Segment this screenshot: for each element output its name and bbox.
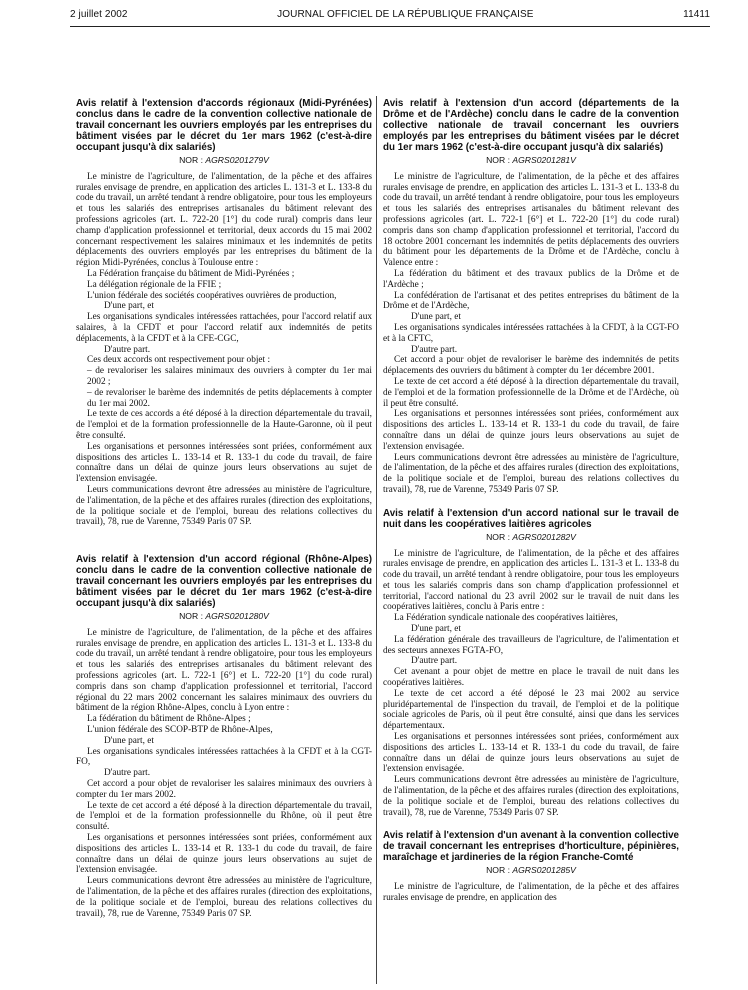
page-header [70, 9, 710, 25]
nor-code: AGRS0201280V [205, 611, 269, 622]
header-rule [70, 26, 710, 27]
article-paragraph: Les organisations et personnes intéressées sont priées, conformément aux dispositions des articles L. 133-14 et R. 133-1 du code du travail, de faire connaître dans un délai de quinze jours leurs observations au sujet de l'extension envisagée. [383, 732, 679, 775]
article-paragraph: Le ministre de l'agriculture, de l'alimentation, de la pêche et des affaires rurales envisage de prendre, en application des [383, 882, 679, 904]
header-journal-title: JOURNAL OFFICIEL DE LA RÉPUBLIQUE FRANÇAISE [277, 9, 534, 20]
article-paragraph: L'union fédérale des sociétés coopératives ouvrières de production, [87, 290, 337, 301]
nor-label: NOR : [486, 155, 510, 165]
article-paragraph: Cet accord a pour objet de revaloriser les salaires minimaux des ouvriers à compter du 1er mars 2002. [76, 779, 372, 800]
article-paragraph: D'une part, et [104, 735, 154, 746]
article-paragraph: Le texte de cet accord a été déposé à la direction départementale du travail, de l'emploi et de la formation professionnelle du Rhône, où il peut être consulté. [76, 800, 372, 833]
article-paragraph: Le ministre de l'agriculture, de l'alimentation, de la pêche et des affaires rurales envisage de prendre, en application des articles L. 131-3 et L. 133-8 du code du travail, un arrêté tendant à rendre obligatoire, pour tous les employeurs et tous les salariés des entreprises artisanales du bâtiment relevant des professions agricoles (art. L. 722-1 [6°] et L. 722-20 [1°] du code rural) compris dans son champ d'application professionnel et territorial, l'accord du 18 octobre 2001 concernant les indemnités de petits déplacements des ouvriers du bâtiment pour les départements de la Drôme et de l'Ardèche, conclu à Valence entre : [383, 171, 679, 269]
article-paragraph: Cet avenant a pour objet de mettre en place le travail de nuit dans les coopératives laitières. [383, 667, 679, 689]
article-gap [383, 818, 679, 830]
nor-code: AGRS0201282V [512, 531, 576, 542]
nor-code: AGRS0201279V [205, 155, 269, 165]
article-paragraph: D'une part, et [411, 624, 461, 635]
article-paragraph: Le texte de cet accord a été déposé le 23 mai 2002 au service pluridépartemental de l'inspection du travail, de l'emploi et de la politique sociale agricoles de Paris, où il peut être consulté, ainsi que dans les services départementaux. [383, 688, 679, 732]
article-paragraph: Le texte de cet accord a été déposé à la direction départementale du travail, de l'emploi et de la formation professionnelle de la Drôme et de l'Ardèche, où il peut être consulté. [383, 376, 679, 409]
article-paragraph: La confédération de l'artisanat et des petites entreprises du bâtiment de la Drôme et de l'Ardèche, [383, 290, 679, 312]
nor-label: NOR : [179, 611, 203, 622]
article-paragraph: La fédération générale des travailleurs de l'agriculture, de l'alimentation et des secteurs annexes FGTA-FO, [383, 634, 679, 656]
article-paragraph: Ces deux accords ont respectivement pour objet : [87, 355, 271, 366]
article-paragraph: Leurs communications devront être adressées au ministère de l'agriculture, de l'alimentation, de la pêche et des affaires rurales (direction des exploitations, de la politique sociale et de l'emploi, bureau des relations collectives du travail), 78, rue de Varenne, 75349 Paris 07 SP. [76, 484, 372, 528]
article-paragraph: Cet accord a pour objet de revaloriser le barème des indemnités de petits déplacements des ouvriers du bâtiment à compter du 1er décembre 2001. [383, 355, 679, 377]
nor-label: NOR : [486, 531, 510, 542]
nor-reference [76, 155, 372, 166]
nor-label: NOR : [486, 865, 510, 876]
article-paragraph: Le texte de ces accords a été déposé à la direction départementale du travail, de l'emploi et de la formation professionnelle de la Haute-Garonne, où il peut être consulté. [76, 409, 372, 441]
article-title: Avis relatif à l'extension d'un accord (départements de la Drôme et de l'Ardèche) conclu dans le cadre de la convention collective nationale de travail concernant les ouvriers employés par les entreprises du bâtiment visées par le décret du 1er mars 1962 (c'est-à-dire occupant jusqu'à dix salariés) [383, 98, 679, 153]
article-paragraph: D'autre part. [411, 656, 458, 667]
article-paragraph: Le ministre de l'agriculture, de l'alimentation, de la pêche et des affaires rurales envisage de prendre, en application des articles L. 131-3 et L. 133-8 du code du travail, un arrêté tendant à rendre obligatoire, pour tous les employeurs et tous les salariés compris dans son champ d'application professionnel et territorial, l'accord national du 23 avril 2002 sur le travail de nuit dans les coopératives laitières, conclu à Paris entre : [383, 548, 679, 613]
article-paragraph: D'une part, et [411, 312, 461, 323]
article-paragraph: Les organisations syndicales intéressées rattachées à la CFDT et à la CGT-FO, [76, 746, 372, 768]
nor-code: AGRS0201285V [512, 865, 576, 876]
article-paragraph: Les organisations syndicales intéressées rattachées à la CFDT, à la CGT-FO et à la CFTC, [383, 322, 679, 344]
nor-reference [76, 611, 372, 622]
article-gap [383, 496, 679, 508]
article-paragraph: – de revaloriser le barème des indemnités de petits déplacements à compter du 1er mai 2002. [87, 387, 372, 409]
article-paragraph: Leurs communications devront être adressées au ministère de l'agriculture, de l'alimentation, de la pêche et des affaires rurales (direction des exploitations, de la politique sociale et de l'emploi, bureau des relations collectives du travail), 78, rue de Varenne, 75349 Paris 07 SP. [383, 452, 679, 495]
article-paragraph: Leurs communications devront être adressées au ministère de l'agriculture, de l'alimentation, de la pêche et des affaires rurales (direction des exploitations, de la politique sociale et de l'emploi, bureau des relations collectives du travail), 78, rue de Varenne, 75349 Paris 07 SP. [76, 876, 372, 919]
article [383, 508, 679, 819]
article-paragraph: La Fédération syndicale nationale des coopératives laitières, [394, 613, 618, 624]
column-divider [376, 96, 377, 984]
article-paragraph: D'autre part. [104, 768, 151, 779]
article-title: Avis relatif à l'extension d'un accord régional (Rhône-Alpes) conclu dans le cadre de la convention collective nationale de travail concernant les ouvriers employés par les entreprises du bâtiment visées par le décret du 1er mars 1962 (c'est-à-dire occupant jusqu'à dix salariés) [76, 554, 372, 610]
nor-reference [383, 865, 679, 876]
article-paragraph: La fédération du bâtiment de Rhône-Alpes ; [87, 714, 251, 725]
header-date: 2 juillet 2002 [70, 9, 128, 20]
article-paragraph: – de revaloriser les salaires minimaux des ouvriers à compter du 1er mai 2002 ; [87, 366, 372, 387]
article-paragraph: Les organisations et personnes intéressées sont priées, conformément aux dispositions des articles L. 133-14 et R. 133-1 du code du travail, de faire connaître dans un délai de quinze jours leurs observations au sujet de l'extension envisagée. [76, 833, 372, 876]
article-paragraph: Leurs communications devront être adressées au ministère de l'agriculture, de l'alimentation, de la pêche et des affaires rurales (direction des exploitations, de la politique sociale et de l'emploi, bureau des relations collectives du travail), 78, rue de Varenne, 75349 Paris 07 SP. [383, 775, 679, 818]
article-paragraph: La Fédération française du bâtiment de Midi-Pyrénées ; [87, 268, 295, 279]
article-paragraph: D'autre part. [411, 344, 458, 355]
article-paragraph: La délégation régionale de la FFIE ; [87, 279, 222, 290]
article-title: Avis relatif à l'extension d'un accord national sur le travail de nuit dans les coopératives laitières agricoles [383, 507, 679, 530]
article-paragraph: La fédération du bâtiment et des travaux publics de la Drôme et de l'Ardèche ; [383, 268, 679, 290]
nor-code: AGRS0201281V [512, 155, 576, 165]
article-paragraph: Le ministre de l'agriculture, de l'alimentation, de la pêche et des affaires rurales envisage de prendre, en application des articles L. 131-3 et L. 133-8 du code du travail, un arrêté tendant à rendre obligatoire, pour tous les employeurs et tous les salariés des entreprises artisanales du bâtiment relevant des professions agricoles (art. L. 722-20 [1°] du code rural) compris dans leur champ d'application professionnel et territorial, deux accords du 15 mai 2002 concernant respectivement les salaires minimaux et les indemnités de petits déplacements des ouvriers employés par les entreprises du bâtiment de la région Midi-Pyrénées, conclus à Toulouse entre : [76, 171, 372, 269]
right-column [383, 98, 679, 904]
article [76, 554, 372, 919]
article-paragraph: L'union fédérale des SCOP-BTP de Rhône-Alpes, [87, 725, 273, 736]
article-paragraph: D'une part, et [104, 301, 154, 312]
header-page-number: 11411 [683, 9, 710, 20]
article-paragraph: Les organisations et personnes intéressées sont priées, conformément aux dispositions des articles L. 133-14 et R. 133-1 du code du travail, de faire connaître dans un délai de quinze jours leurs observations au sujet de l'extension envisagée. [383, 409, 679, 452]
article-paragraph: Les organisations et personnes intéressées sont priées, conformément aux dispositions des articles L. 133-14 et R. 133-1 du code du travail, de faire connaître dans un délai de quinze jours leurs observations au sujet de l'extension envisagée. [76, 441, 372, 485]
article-title: Avis relatif à l'extension d'un avenant à la convention collective de travail concernant les entreprises d'horticulture, pépinières, maraîchage et jardineries de la région Franche-Comté [383, 830, 679, 864]
nor-label: NOR : [179, 155, 203, 165]
article-title: Avis relatif à l'extension d'accords régionaux (Midi-Pyrénées) conclus dans le cadre de la convention collective nationale de travail concernant les ouvriers employés par les entreprises du bâtiment visées par le décret du 1er mars 1962 (c'est-à-dire occupant jusqu'à dix salariés) [76, 98, 372, 153]
article [383, 830, 679, 903]
nor-reference [383, 155, 679, 166]
article [76, 98, 372, 528]
article-paragraph: D'autre part. [104, 344, 151, 355]
article-paragraph: Le ministre de l'agriculture, de l'alimentation, de la pêche et des affaires rurales envisage de prendre, en application des articles L. 131-3 et L. 133-8 du code du travail, un arrêté tendant à rendre obligatoire, pour tous les employeurs et tous les salariés des entreprises artisanales du bâtiment relevant des professions agricoles (art. L. 722-1 [6°] et L. 722-20 [1°] du code rural) compris dans son champ d'application professionnel et territorial, l'accord régional du 22 mars 2002 concernant les salaires minimaux des ouvriers du bâtiment de la région Rhône-Alpes, conclu à Lyon entre : [76, 627, 372, 714]
article-gap [76, 528, 372, 554]
nor-reference [383, 532, 679, 543]
left-column [76, 98, 372, 919]
article-paragraph: Les organisations syndicales intéressées rattachées, pour l'accord relatif aux salaires, à la CFDT et pour l'accord relatif aux indemnités de petits déplacements, à la CFDT et à la CFE-CGC, [76, 312, 372, 344]
article [383, 98, 679, 496]
